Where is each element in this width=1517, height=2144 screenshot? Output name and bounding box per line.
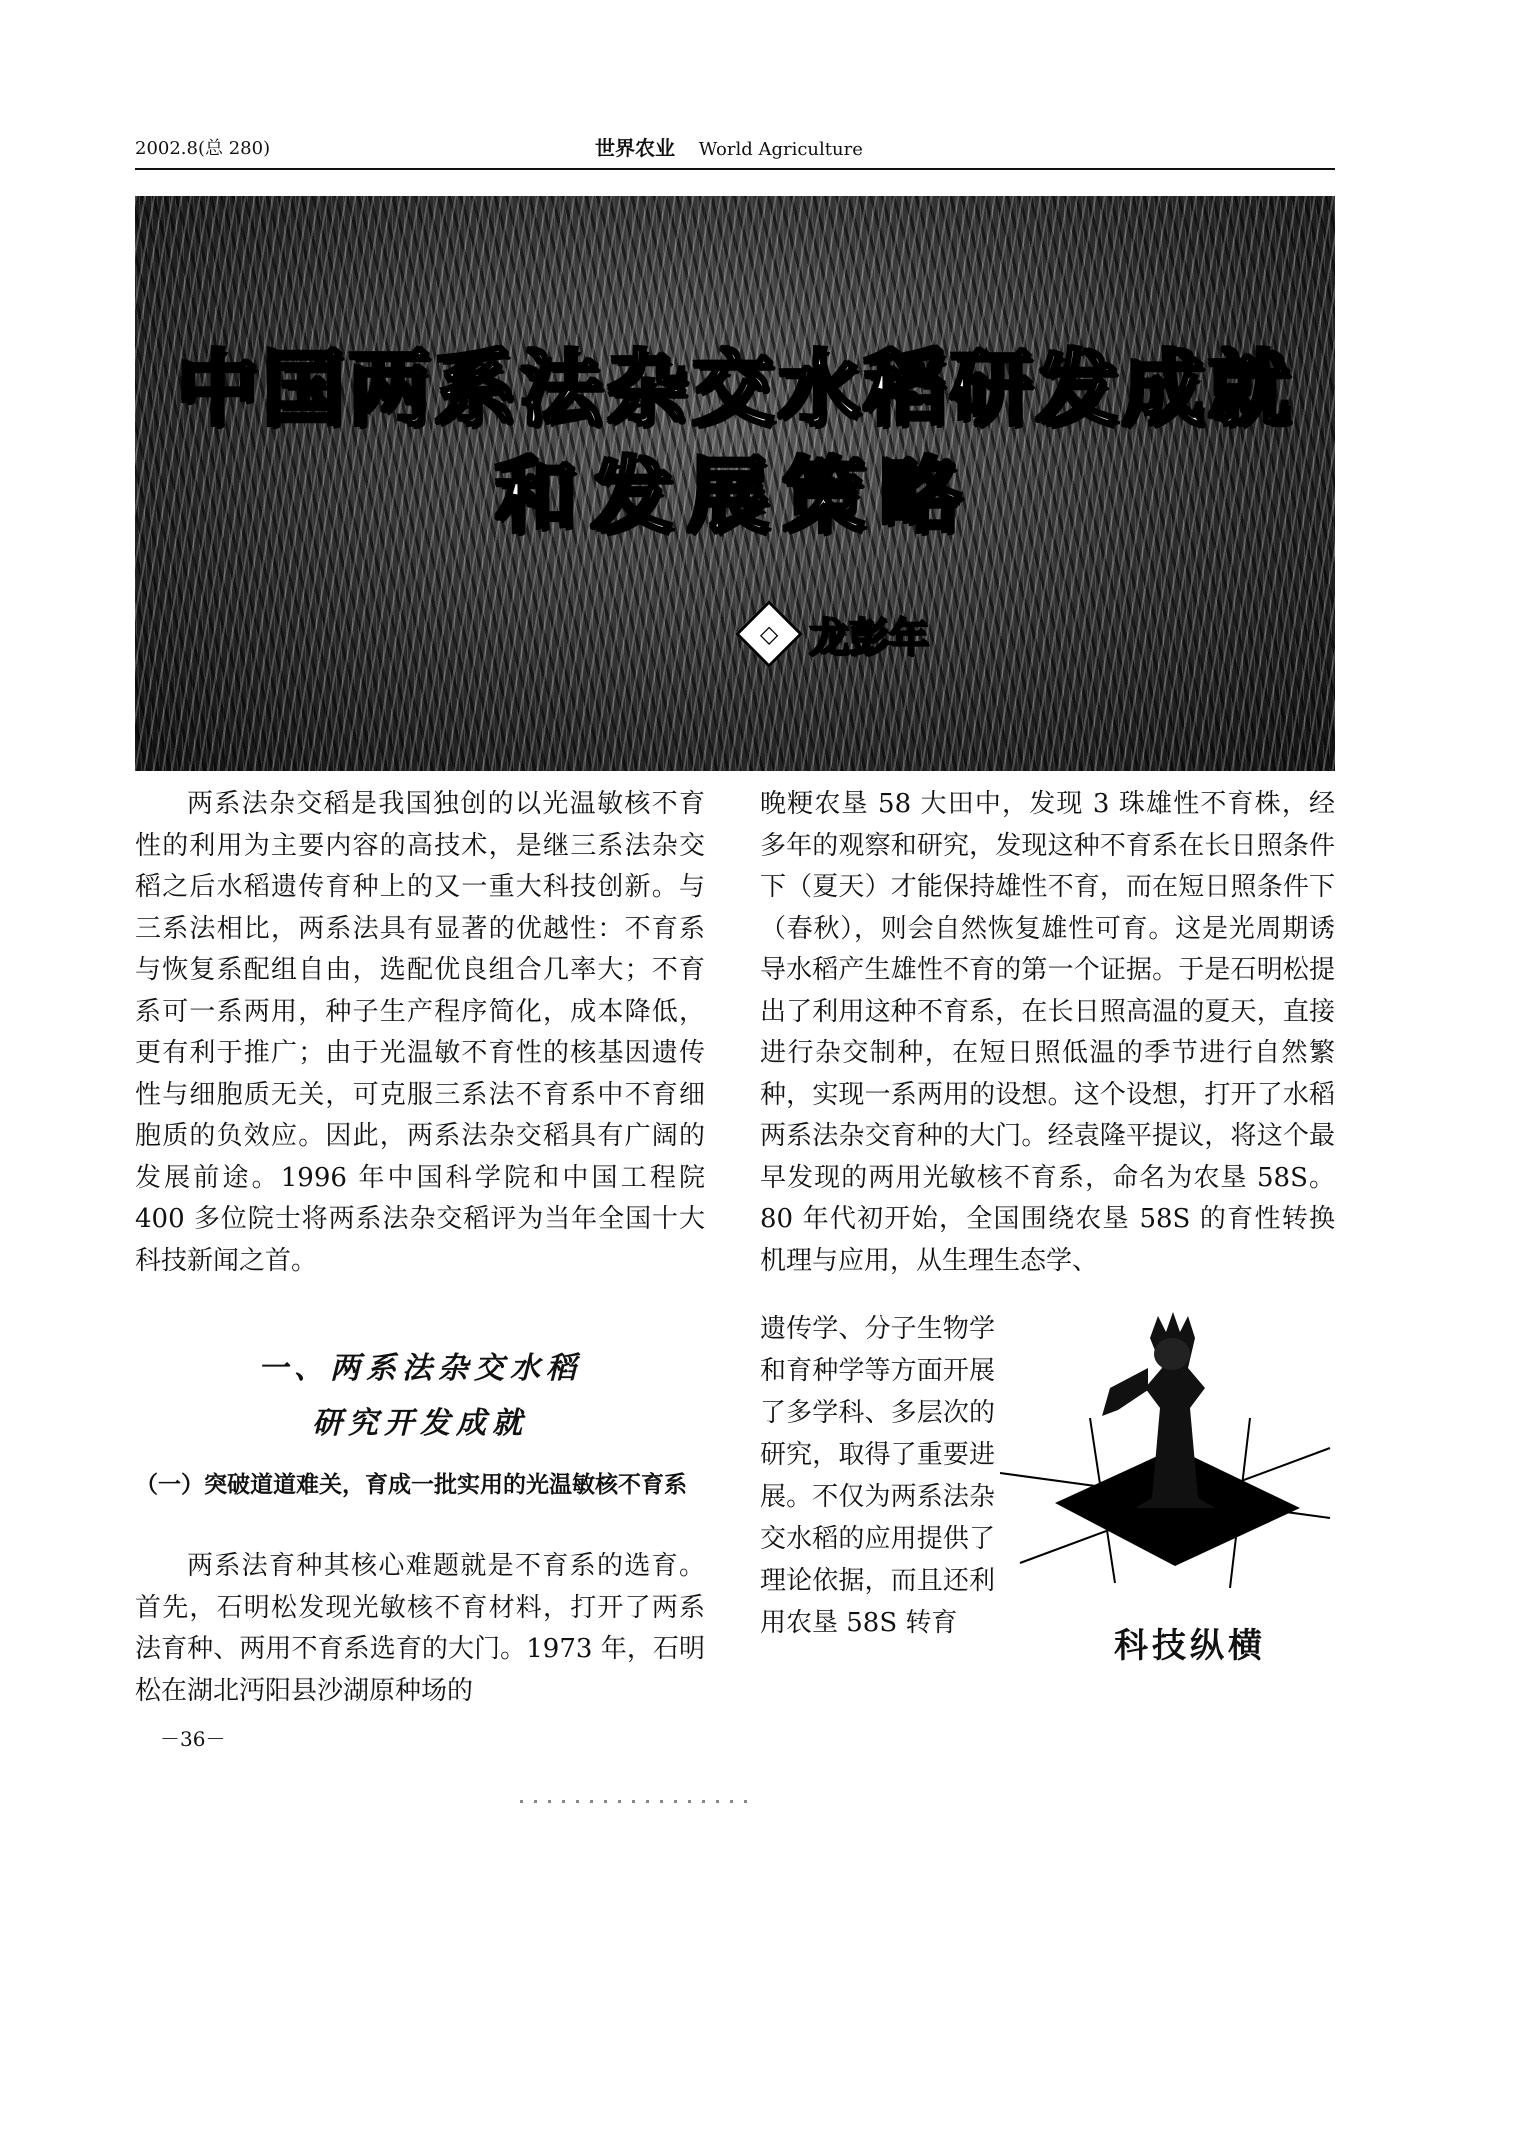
journal-name xyxy=(595,132,863,161)
issue-number: 2002.8(总 280) xyxy=(135,138,271,159)
intro-column xyxy=(135,784,705,1282)
intro-paragraph: 两系法杂交稻是我国独创的以光温敏核不育性的利用为主要内容的高技术，是继三系法杂交稻之后水稻遗传育种上的又一重大科技创新。与三系法相比，两系法具有显著的优越性：不育系与恢复系配组自由，选配优良组合几率大；不育系可一系两用，种子生产程序简化，成本降低，更有利于推广；由于光温敏不育性的核基因遗传性与细胞质无关，可克服三系法不育系中不育细胞质的负效应。因此，两系法杂交稻具有广阔的发展前途。1996 年中国科学院和中国工程院 400 多位院士将两系法杂交稻评为当年全国十大科技新闻之首。 xyxy=(135,789,705,1276)
journal-name-cn: 世界农业 xyxy=(595,136,675,160)
body-paragraph-wrap: 遗传学、分子生物学和育种学等方面开展了多学科、多层次的研究，取得了重要进展。不仅为两系法杂交水稻的应用提供了理论依据，而且还利用农垦 58S 转育 xyxy=(760,1314,995,1638)
body-paragraph-continued: 晚粳农垦 58 大田中，发现 3 珠雄性不育株，经多年的观察和研究，发现这种不育系在长日照条件下（夏天）才能保持雄性不育，而在短日照条件下（春秋），则会自然恢复雄性可育。这是光周期诱导水稻产生雄性不育的第一个证据。于是石明松提出了利用这种不育系，在长日照高温的夏天，直接进行杂交制种，在短日照低温的季节进行自然繁种，实现一系两用的设想。这个设想，打开了水稻两系法杂交育种的大门。经袁隆平提议，将这个最早发现的两用光敏核不育系，命名为农垦 58S。80 年代初开始，全国围绕农垦 58S 的育性转换机理与应用，从生理生态学、 xyxy=(760,789,1335,1276)
subsection-heading: （一）突破道道难关，育成一批实用的光温敏核不育系 xyxy=(135,1472,687,1498)
page-number: －36－ xyxy=(160,1727,226,1751)
journal-name-en: World Agriculture xyxy=(698,139,863,160)
header-rule xyxy=(135,168,1335,170)
scan-artifact xyxy=(520,1800,750,1803)
diamond-icon: ◇ xyxy=(735,600,803,668)
article-title-line2: 和发展策略 xyxy=(494,449,975,544)
hero-image xyxy=(135,196,1335,771)
section-title-line1: 一、两系法杂交水稻 xyxy=(258,1351,582,1386)
page-header xyxy=(135,128,1335,168)
byline xyxy=(745,604,929,664)
article-title-line1: 中国两系法杂交水稻研发成就 xyxy=(175,342,1294,437)
body-column-right-narrow xyxy=(760,1308,995,1644)
section-title-line2: 研究开发成就 xyxy=(312,1406,528,1441)
chess-king-icon xyxy=(1000,1298,1345,1618)
body-paragraph: 两系法育种其核心难题就是不育系的选育。首先，石明松发现光敏核不育材料，打开了两系法育种、两用不育系选育的大门。1973 年，石明松在湖北沔阳县沙湖原种场的 xyxy=(135,1551,705,1706)
author-name: 龙彭年 xyxy=(809,614,929,661)
figure-caption: 科技纵横 xyxy=(1114,1626,1266,1666)
body-column-left xyxy=(135,1546,705,1712)
body-column-right xyxy=(760,784,1335,1282)
section-figure xyxy=(1000,1298,1345,1678)
